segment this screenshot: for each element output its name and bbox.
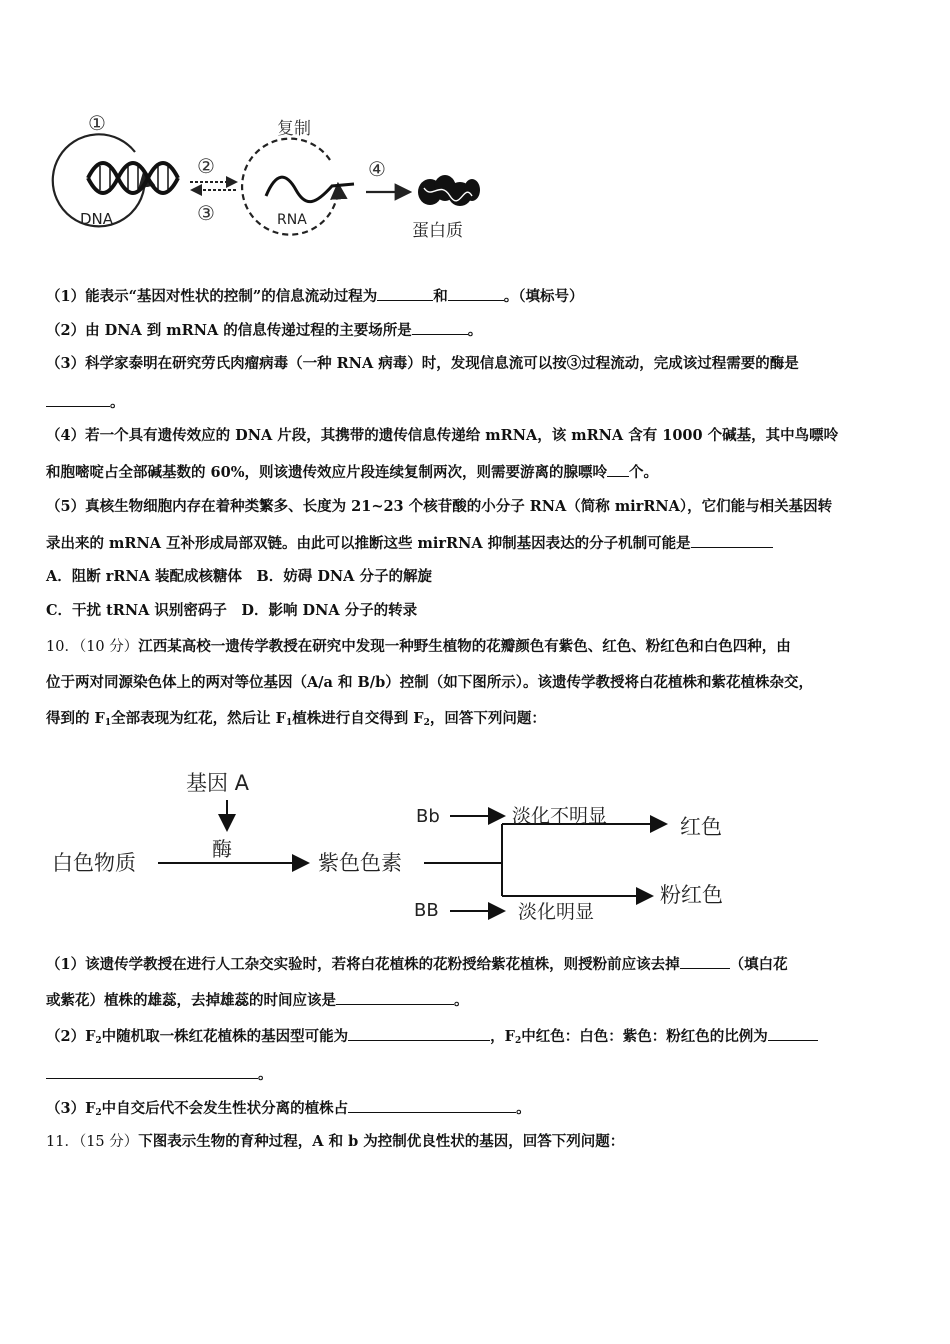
pink-label: 粉红色 [660, 883, 723, 907]
answer-blank[interactable] [448, 286, 504, 301]
q9-part5: （5）真核生物细胞内存在着种类繁多、长度为 21~23 个核苷酸的小分子 RNA（简称 mirRNA），它们能与相关基因转 [46, 498, 833, 515]
q10-part1-cont: 或紫花）植株的雄蕊，去掉雄蕊的时间应该是 。 [46, 992, 469, 1009]
q10-part2: $(2)F_2$中随机取一株红花植株的基因型可能为 ，$F_2$中红色：白色：紫色：粉红色的比例为 [46, 1026, 916, 1051]
q10-part1: （1）该遗传学教授在进行人工杂交实验时，若将白花植株的花粉授给紫花植株，则授粉前应该去掉 （填白花 [46, 956, 788, 973]
label-3: ③ [197, 201, 215, 225]
replication-label: 复制 [277, 119, 311, 139]
answer-blank[interactable] [336, 990, 454, 1005]
q10-number: 10．（10 分） [46, 639, 139, 655]
answer-blank[interactable] [691, 533, 773, 548]
enzyme-label: 酶 [212, 837, 232, 861]
protein-label: 蛋白质 [412, 221, 463, 241]
answer-blank[interactable] [412, 320, 468, 335]
q10-intro: 10．（10 分）江西某高校一遗传学教授在研究中发现一种野生植物的花瓣颜色有紫色、红色、粉红色和白色四种，由 [46, 638, 791, 655]
q9-part4-cont: 和胞嘧啶占全部碱基数的 60%，则该遗传效应片段连续复制两次，则需要游离的腺嘌呤 个。 [46, 464, 659, 481]
label-4: ④ [368, 157, 386, 181]
q9-options-ab: A．阻断 rRNA 装配成核糖体 B．妨碍 DNA 分子的解旋 [46, 568, 432, 585]
q10-part2-cont: 。 [46, 1064, 916, 1085]
gene-a-label: 基因 A [186, 771, 250, 795]
q9-part3: （3）科学家泰明在研究劳氏肉瘤病毒（一种 RNA 病毒）时，发现信息流可以按③过程流动，完成该过程需要的酶是 [46, 355, 799, 372]
q10-part3: $(3)F_2$中自交后代不会发生性状分离的植株占 。 [46, 1100, 531, 1118]
fade-unclear-label: 淡化不明显 [512, 805, 608, 827]
rna-label: RNA [277, 212, 307, 228]
q11-number: 11．（15 分） [46, 1134, 139, 1150]
answer-blank[interactable] [607, 462, 629, 477]
bb-upper-label: Bb [416, 806, 440, 827]
rna-strand-icon [266, 177, 354, 201]
answer-blank[interactable] [680, 954, 730, 969]
white-substance-label: 白色物质 [52, 851, 136, 875]
purple-pigment-label: 紫色色素 [318, 851, 402, 875]
q9-part4: （4）若一个具有遗传效应的 DNA 片段，其携带的遗传信息传递给 mRNA，该 mRNA 含有 1000 个碱基，其中鸟嘌呤 [46, 427, 839, 444]
answer-blank[interactable] [348, 1026, 490, 1041]
answer-blank[interactable] [46, 1064, 258, 1079]
label-1: ① [88, 111, 106, 135]
q10-intro-end: 得到的 $F_1$全部表现为红花，然后让 $F_1$植株进行自交得到 $F_2$，回答下列问题： [46, 710, 546, 728]
protein-icon [418, 175, 480, 206]
answer-blank[interactable] [768, 1026, 818, 1041]
q11-intro: 11．（15 分）下图表示生物的育种过程，A 和 b 为控制优良性状的基因，回答下列问题： [46, 1133, 625, 1150]
central-dogma-diagram [40, 100, 500, 260]
dna-label: DNA [80, 210, 114, 228]
q10-intro-cont: 位于两对同源染色体上的两对等位基因（A/a 和 B/b）控制（如下图所示）。该遗传学教授将白花植株和紫花植株杂交， [46, 674, 813, 691]
q9-part3-answer: 。 [46, 392, 916, 413]
dna-helix-icon [88, 163, 178, 193]
q9-part5-cont: 录出来的 mRNA 互补形成局部双链。由此可以推断这些 mirRNA 抑制基因表达的分子机制可能是 [46, 533, 916, 554]
bb-lower-label: BB [414, 900, 439, 921]
fade-clear-label: 淡化明显 [518, 901, 595, 923]
pigment-pathway-diagram [40, 760, 760, 945]
red-label: 红色 [680, 815, 722, 839]
q9-part1: （1）能表示“基因对性状的控制”的信息流动过程为 和 。（填标号） [46, 288, 584, 305]
answer-blank[interactable] [348, 1098, 516, 1113]
label-2: ② [197, 154, 215, 178]
q9-options-cd: C．干扰 tRNA 识别密码子 D．影响 DNA 分子的转录 [46, 602, 418, 619]
answer-blank[interactable] [377, 286, 433, 301]
answer-blank[interactable] [46, 392, 110, 407]
q9-part2: （2）由 DNA 到 mRNA 的信息传递过程的主要场所是 。 [46, 322, 483, 339]
